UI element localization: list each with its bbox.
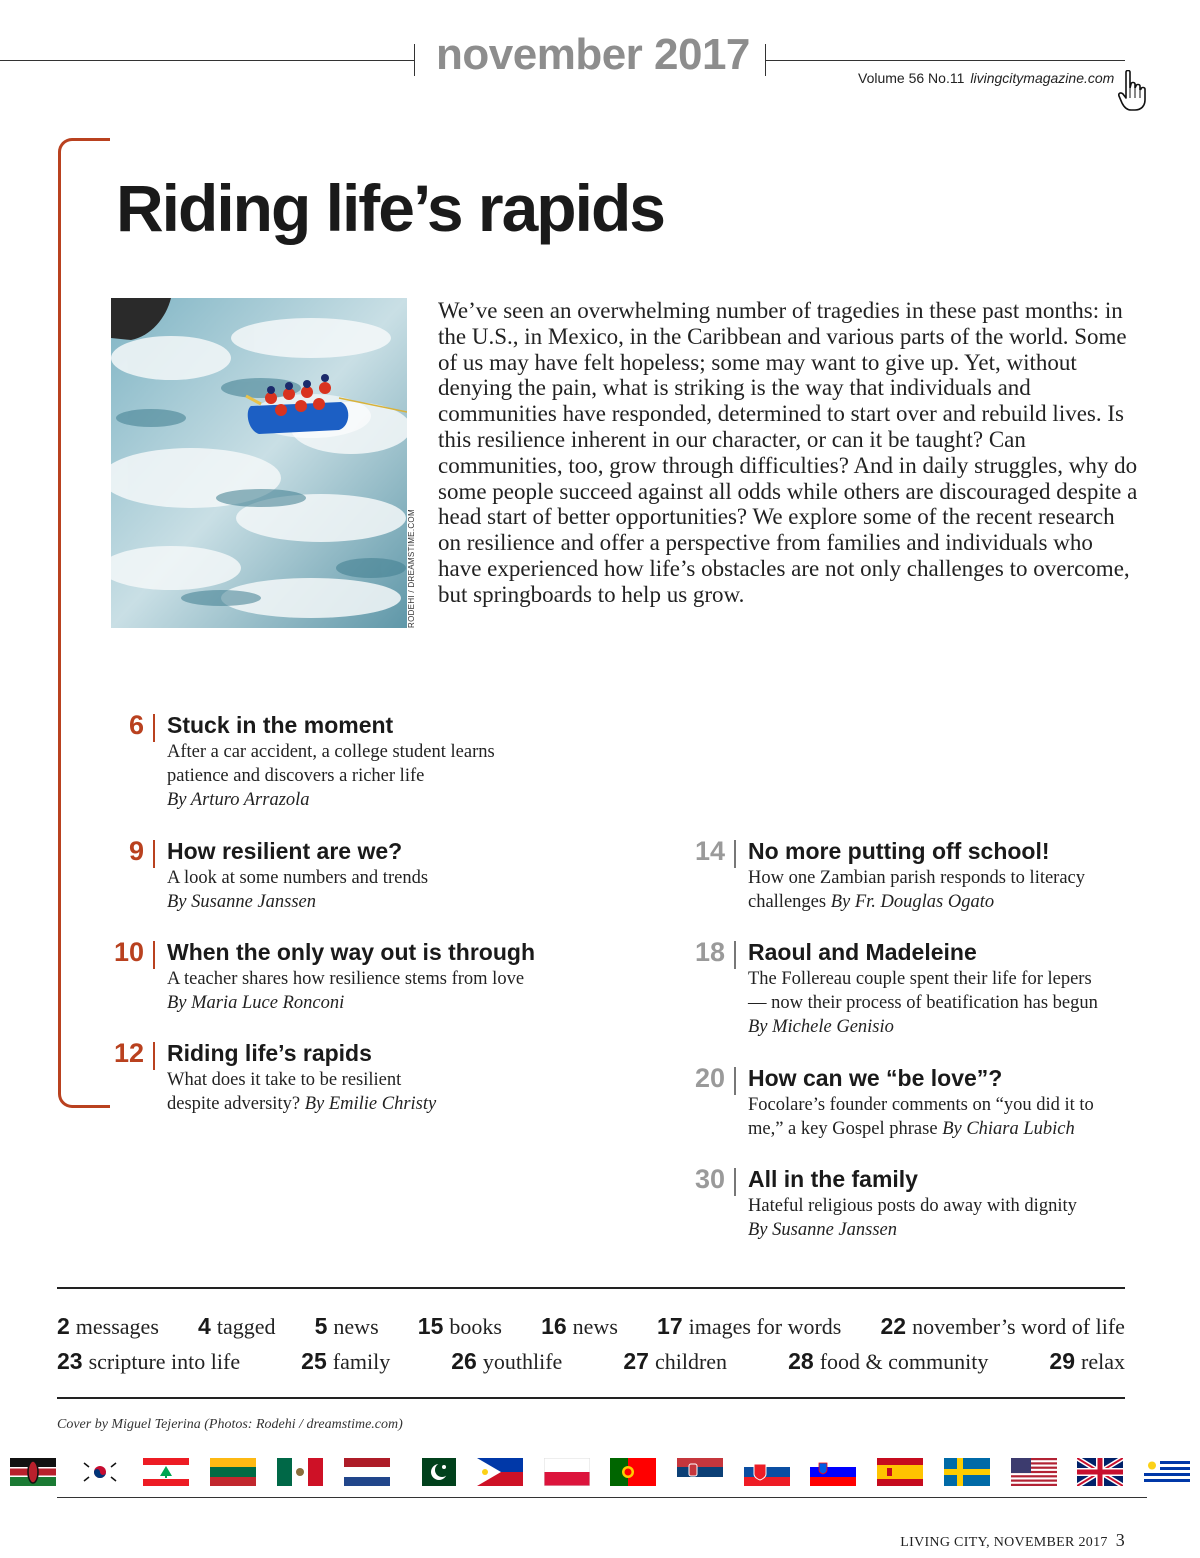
sweden-flag <box>944 1458 990 1486</box>
toc-desc-line: A look at some numbers and trends <box>167 868 429 888</box>
department-name: relax <box>1081 1349 1125 1374</box>
toc-divider <box>734 1067 736 1095</box>
department-page: 4 <box>198 1313 211 1339</box>
toc-author: By Susanne Janssen <box>748 1220 897 1240</box>
department-page: 25 <box>301 1348 327 1374</box>
slovakia-flag <box>744 1458 790 1486</box>
toc-page-number: 20 <box>694 1063 725 1093</box>
department-page: 17 <box>657 1313 683 1339</box>
department-name: messages <box>75 1314 159 1339</box>
departments-rule-bottom <box>57 1397 1125 1399</box>
toc-desc-line: How one Zambian parish responds to literacy <box>748 868 1086 888</box>
feature-intro: We’ve seen an overwhelming number of tragedies in these past months: in the U.S., in Mexico, in the Caribbean and various parts of the world. Some of us may have felt hopeless; some may want to give up. Yet, without denying the pain, what is striking is the way that individuals and communities have responded, determined to start over and rebuild lives. Is this resilience inherent in our character, or can it be taught? Can communities, too, grow through difficulties? And in daily struggles, why do some people succeed against all odds while others are discouraged despite a head start of better opportunities? We explore some of the recent research on resilience and offer a perspective from families and individuals who have experienced how life’s obstacles are not only challenges to overcome, but springboards to help us grow. <box>438 298 1138 607</box>
department-item[interactable] <box>657 1313 841 1340</box>
toc-author: By Emilie Christy <box>304 1094 437 1114</box>
department-page: 5 <box>314 1313 328 1339</box>
toc-description <box>167 866 428 914</box>
toc-title: Riding life’s rapids <box>167 1040 372 1066</box>
toc-author: By Arturo Arrazola <box>167 790 310 810</box>
department-item[interactable] <box>57 1348 240 1375</box>
toc-title: How can we “be love”? <box>748 1065 1003 1091</box>
department-name: scripture into life <box>88 1349 241 1374</box>
toc-author: By Susanne Janssen <box>167 892 316 912</box>
department-page: 16 <box>541 1313 567 1339</box>
slovenia-flag <box>810 1458 856 1486</box>
toc-title: Raoul and Madeleine <box>748 939 977 965</box>
lebanon-flag <box>143 1458 189 1486</box>
flags-strip <box>10 1458 1190 1486</box>
toc-divider <box>153 840 155 868</box>
toc-title: No more putting off school! <box>748 838 1050 864</box>
south-korea-flag <box>77 1458 123 1486</box>
page-number: 3 <box>1115 1530 1125 1550</box>
department-item[interactable] <box>788 1348 988 1375</box>
department-item[interactable] <box>315 1313 379 1340</box>
department-page: 28 <box>788 1348 814 1374</box>
department-page: 29 <box>1049 1348 1076 1374</box>
issue-month: november 2017 <box>436 30 750 79</box>
department-page: 15 <box>417 1313 444 1339</box>
usa-flag <box>1011 1458 1057 1486</box>
department-item[interactable] <box>301 1348 390 1375</box>
department-item[interactable] <box>57 1313 159 1340</box>
masthead-divider <box>414 44 415 76</box>
lithuania-flag <box>210 1458 256 1486</box>
department-name: news <box>333 1314 379 1339</box>
toc-desc-line: What does it take to be resilient <box>167 1070 402 1090</box>
toc-desc-line: despite adversity? <box>167 1094 305 1114</box>
spain-flag <box>877 1458 923 1486</box>
department-name: family <box>332 1349 391 1374</box>
toc-page-number: 14 <box>694 836 725 866</box>
department-page: 22 <box>880 1313 907 1339</box>
rafting-photo <box>111 298 407 628</box>
pakistan-flag <box>410 1458 456 1486</box>
toc-title: When the only way out is through <box>167 939 535 965</box>
toc-divider <box>153 941 155 969</box>
toc-divider <box>734 941 736 969</box>
toc-title: Stuck in the moment <box>167 712 394 738</box>
toc-page-number: 9 <box>128 836 144 866</box>
toc-description <box>167 1068 436 1116</box>
toc-title: All in the family <box>748 1166 918 1192</box>
department-name: children <box>654 1349 728 1374</box>
serbia-flag <box>677 1458 723 1486</box>
uk-flag <box>1077 1458 1123 1486</box>
toc-author: By Michele Genisio <box>748 1017 894 1037</box>
department-name: november’s word of life <box>912 1314 1125 1339</box>
toc-author: By Fr. Douglas Ogato <box>830 892 995 912</box>
toc-author: By Chiara Lubich <box>942 1119 1075 1139</box>
toc-page-number: 18 <box>694 937 725 967</box>
department-item[interactable] <box>623 1348 727 1375</box>
footer-text: LIVING CITY, NOVEMBER 2017 <box>900 1535 1108 1550</box>
department-item[interactable] <box>541 1313 618 1340</box>
department-page: 2 <box>57 1313 70 1339</box>
toc-desc-line: After a car accident, a college student learns <box>167 742 495 762</box>
cover-credit: Cover by Miguel Tejerina (Photos: Rodehi / dreamstime.com) <box>57 1417 403 1432</box>
philippines-flag <box>477 1458 523 1486</box>
page-footer <box>900 1530 1125 1551</box>
toc-description <box>167 967 524 1015</box>
department-name: books <box>449 1314 502 1339</box>
footer-rule <box>57 1497 1147 1498</box>
toc-desc-line: Hateful religious posts do away with dignity <box>748 1196 1077 1216</box>
feature-headline: Riding life’s rapids <box>116 171 664 245</box>
toc-desc-line: A teacher shares how resilience stems from love <box>167 969 525 989</box>
toc-title: How resilient are we? <box>167 838 403 864</box>
masthead-rule-left <box>0 60 414 61</box>
toc-page-number: 30 <box>694 1164 725 1194</box>
department-name: youthlife <box>482 1349 563 1374</box>
poland-flag <box>544 1458 590 1486</box>
photo-credit: RODEHI / DREAMSTIME.COM <box>407 509 416 628</box>
department-item[interactable] <box>418 1313 502 1340</box>
volume-number: Volume 56 No.11 <box>858 70 965 86</box>
toc-divider <box>153 714 155 742</box>
netherlands-flag <box>344 1458 390 1486</box>
toc-desc-line: Focolare’s founder comments on “you did it to <box>748 1095 1094 1115</box>
mexico-flag <box>277 1458 323 1486</box>
toc-desc-line: challenges <box>748 892 831 912</box>
department-name: news <box>572 1314 618 1339</box>
department-item[interactable] <box>881 1313 1125 1340</box>
toc-description <box>748 1194 1077 1242</box>
department-name: food & community <box>819 1349 989 1374</box>
department-item[interactable] <box>451 1348 562 1375</box>
kenya-flag <box>10 1458 56 1486</box>
portugal-flag <box>610 1458 656 1486</box>
toc-page-number: 12 <box>113 1038 144 1068</box>
toc-desc-line: — now their process of beatification has begun <box>748 993 1098 1013</box>
departments-row <box>57 1348 1125 1375</box>
masthead-rule-right <box>765 60 1125 61</box>
department-item[interactable] <box>1049 1348 1125 1375</box>
toc-divider <box>153 1042 155 1070</box>
department-item[interactable] <box>198 1313 275 1340</box>
departments-row <box>57 1313 1125 1340</box>
toc-divider <box>734 840 736 868</box>
uruguay-flag <box>1144 1458 1190 1486</box>
department-page: 26 <box>451 1348 477 1374</box>
toc-description <box>167 740 495 812</box>
website-link[interactable]: livingcitymagazine.com <box>970 70 1115 86</box>
toc-divider <box>734 1168 736 1196</box>
volume-line <box>858 70 1114 86</box>
department-page: 27 <box>623 1348 649 1374</box>
department-name: tagged <box>216 1314 276 1339</box>
toc-desc-line: patience and discovers a richer life <box>167 766 425 786</box>
toc-author: By Maria Luce Ronconi <box>167 993 345 1013</box>
toc-page-number: 10 <box>113 937 144 967</box>
toc-description <box>748 1093 1094 1141</box>
departments-rule-top <box>57 1287 1125 1289</box>
department-name: images for words <box>688 1314 842 1339</box>
hand-pointer-icon <box>1118 70 1148 112</box>
toc-page-number: 6 <box>128 710 144 740</box>
department-page: 23 <box>57 1348 83 1374</box>
toc-desc-line: me,” a key Gospel phrase <box>748 1119 943 1139</box>
toc-description <box>748 866 1085 914</box>
toc-desc-line: The Follereau couple spent their life for lepers <box>748 969 1092 989</box>
toc-description <box>748 967 1098 1039</box>
